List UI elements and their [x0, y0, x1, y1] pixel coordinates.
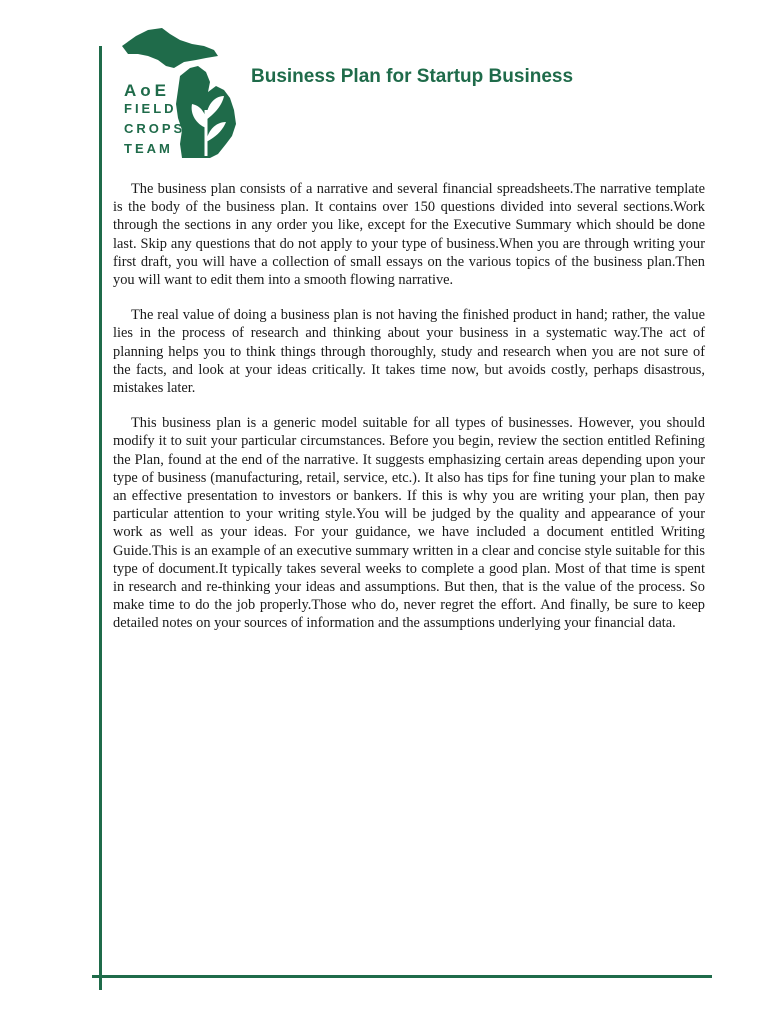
logo-crops-text: CROPS — [124, 121, 186, 136]
logo-aoe-text: AoE — [124, 81, 170, 100]
paragraph-generic-model: This business plan is a generic model suitable for all types of businesses. However, you should modify it to suit your particular circumstances. Before you begin, review the section entitled Refining the Plan, found at the end of the narrative. It suggests emphasizing certain areas depending upon your type of business (manufacturing, retail, service, etc.). It also has tips for fine tuning your plan to make an effective presentation to investors or bankers. If this is why you are writing your plan, then pay particular attention to your writing style.You will be judged by the quality and appearance of your work as well as your ideas. For your guidance, we have included a document entitled Writing Guide.This is an example of an executive summary written in a clear and concise style suitable for this type of document.It typically takes several weeks to complete a good plan. Most of that time is spent in research and re-thinking your ideas and assumptions. But then, that is the value of the process. So make time to do the job properly.Those who do, never regret the effort. And finally, be sure to keep detailed notes on your sources of information and the assumptions underlying your financial data. — [113, 415, 705, 632]
logo-team-text: TEAM — [124, 141, 173, 156]
aoe-field-crops-team-logo — [118, 24, 250, 160]
paragraph-intro: The business plan consists of a narrative and several financial spreadsheets.The narrative template is the body of the business plan. It contains over 150 questions divided into several sections.Work through the sections in any order you like, except for the Executive Summary which should be done last. Skip any questions that do not apply to your type of business.When you are through writing your first draft, you will have a collection of small essays on the various topics of the business plan.Then you will want to edit them into a smooth flowing narrative. — [113, 181, 705, 289]
logo-field-text: FIELD — [124, 101, 177, 116]
left-margin-rule — [99, 46, 102, 990]
bottom-rule — [92, 975, 712, 978]
paragraph-value: The real value of doing a business plan is not having the finished product in hand; rather, the value lies in the process of research and thinking about your business in a systematic way.The act of planning helps you to think things through thoroughly, study and research when you are not sure of the facts, and look at your ideas critically. It takes time now, but avoids costly, perhaps disastrous, mistakes later. — [113, 307, 705, 397]
page-title: Business Plan for Startup Business — [251, 66, 574, 87]
body-text — [113, 180, 705, 650]
